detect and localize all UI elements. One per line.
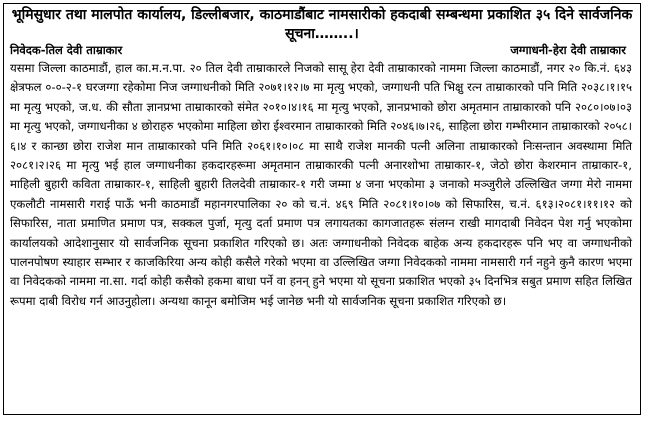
notice-parties bbox=[10, 43, 634, 58]
landowner-label: जग्गाधनी-हेरा देवी ताम्राकार bbox=[510, 43, 626, 57]
public-notice bbox=[3, 3, 641, 415]
notice-title: भूमिसुधार तथा मालपोत कार्यालय, डिल्लीबजार, काठमाडौंबाट नामसारीको हकदाबी सम्बन्धमा प्रकाशित ३५ दिने सार्वजनिक सूचना……..। bbox=[11, 7, 633, 42]
notice-body: यसमा जिल्ला काठमाडौं, हाल का.म.न.पा. २० तिल देवी ताम्राकारले निजको सासू हेरा देवी ताम्राकारको नाममा जिल्ला काठमाडौं, नगर २० कि.नं. ६४३ क्षेत्रफल ०-०-२-१ घरजग्गा रहेकोमा निज जग्गाधनीको मिति २०७१।१२।७ मा मृत्यु भएको, जग्गाधनी पति भिक्षु रत्न ताम्राकारको पनि मिति २०३८।१।१५ मा मृत्यु भएको, ज.ध. की सौता ज्ञानप्रभा ताम्राकारको संमेत २०१०।४।१६ मा मृत्यु भएको, ज्ञानप्रभाको छोरा अमृतमान ताम्राकारको पनि २०८०।०७।०३ मा मृत्यु भएको, जग्गाधनीका ४ छोराहरु भएकोमा माहिला छोरा ईश्वरमान ताम्राकारको मिति २०४६।७।२६, साहिला छोरा गम्भीरमान ताम्राकारको २०५८।६।४ र कान्छा छोरा राजेश मान ताम्राकारको पनि मिति २०६१।१०।०८ मा साथै राजेश मानकी पत्नी अलिना ताम्राकारको निःसन्तान अवस्थामा मिति २०८१।२।२६ मा मृत्यु भई हाल जग्गाधनीका हकदारहरूमा अमृतमान ताम्राकारकी पत्नी अनारशोभा ताम्राकार-१, जेठो छोरा केशरमान ताम्राकार-१, माहिली बुहारी कविता ताम्राकार-१, साहिली बुहारी तिलदेवी ताम्राकार-१ गरी जम्मा ४ जना भएकोमा ३ जनाको मञ्जुरीले उल्लिखित जग्गा मेरो नाममा एकलौटी नामसारी गराई पाऊँ भनी काठमाडौं महानगरपालिका २० को च.नं. ४६९ मिति २०८१।१०।०७ को सिफारिस, च.नं. ६१३।२०८१।११।१२ को सिफारिस, नाता प्रमाणित प्रमाण पत्र, सक्कल पुर्जा, मृत्यु दर्ता प्रमाण पत्र लगायतका कागजातहरू संलग्न राखी मागदाबी निवेदन पेश गर्नु भएकोमा कार्यालयको आदेशानुसार यो सार्वजनिक सूचना प्रकाशित गरिएको छ। अतः जग्गाधनीको निवेदक बाहेक अन्य हकदारहरू पनि भए वा जग्गाधनीको पालनपोषण स्याहार सम्भार र काजकिरिया अन्य कोही कसैले गरेको भएमा वा उल्लिखित जग्गा निवेदकको नाममा नामसारी गर्न नहुने कुनै कारण भएमा वा निवेदकको नाममा ना.सा. गर्दा कोही कसैको हकमा बाधा पर्ने वा हनन् हुने भएमा यो सूचना प्रकाशित भएको ३५ दिनभित्र सबुत प्रमाण सहित लिखित रूपमा दाबी विरोध गर्न आउनुहोला। अन्यथा कानून बमोजिम भई जानेछ भनी यो सार्वजनिक सूचना प्रकाशित गरिएको छ। bbox=[10, 61, 632, 308]
applicant-label: निवेदक-तिल देवी ताम्राकार bbox=[10, 43, 123, 57]
